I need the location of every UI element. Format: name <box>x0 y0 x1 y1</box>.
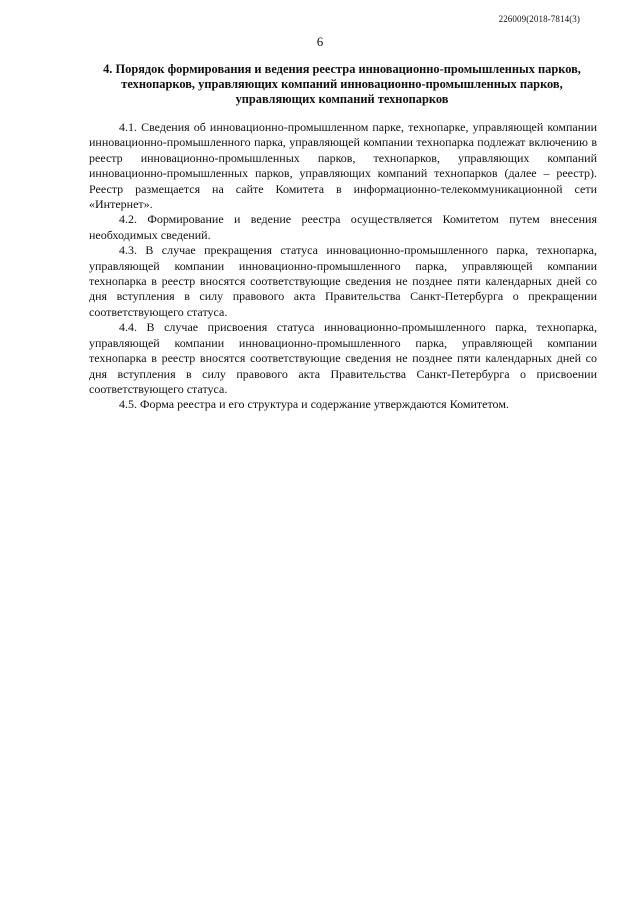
paragraph-4-3: 4.3. В случае прекращения статуса инновационно-промышленного парка, технопарка, управляющей компании инновационно-промышленного парка, управляющей компании технопарка в реестр вносятся соответствующие сведения не позднее пяти календарных дней со дня вступления в силу правового акта Правительства Санкт-Петербурга о прекращении соответствующего статуса. <box>89 243 597 319</box>
section-title: 4. Порядок формирования и ведения реестра инновационно-промышленных парков, технопарков, управляющих компаний инновационно-промышленных парков, управляющих компаний технопарков <box>103 62 581 106</box>
section-body <box>89 120 597 413</box>
paragraph-4-5: 4.5. Форма реестра и его структура и содержание утверждаются Комитетом. <box>119 397 509 412</box>
page-number: 6 <box>316 34 324 49</box>
paragraph-4-4: 4.4. В случае присвоения статуса инновационно-промышленного парка, технопарка, управляющей компании инновационно-промышленного парка, управляющей компании технопарка в реестр вносятся соответствующие сведения не позднее пяти календарных дней со дня вступления в силу правового акта Правительства Санкт-Петербурга о присвоении соответствующего статуса. <box>89 320 597 396</box>
paragraph-4-1: 4.1. Сведения об инновационно-промышленном парке, технопарке, управляющей компании инновационно-промышленного парка, управляющей компании технопарка подлежат включению в реестр инновационно-промышленных парков, технопарков, управляющих компаний инновационно-промышленных парков, управляющих компаний технопарков (далее – реестр). Реестр размещается на сайте Комитета в информационно-телекоммуникационной сети «Интернет». <box>89 120 597 212</box>
document-code: 226009(2018-7814(3) <box>498 14 580 24</box>
paragraph-4-2: 4.2. Формирование и ведение реестра осуществляется Комитетом путем внесения необходимых сведений. <box>89 212 597 242</box>
